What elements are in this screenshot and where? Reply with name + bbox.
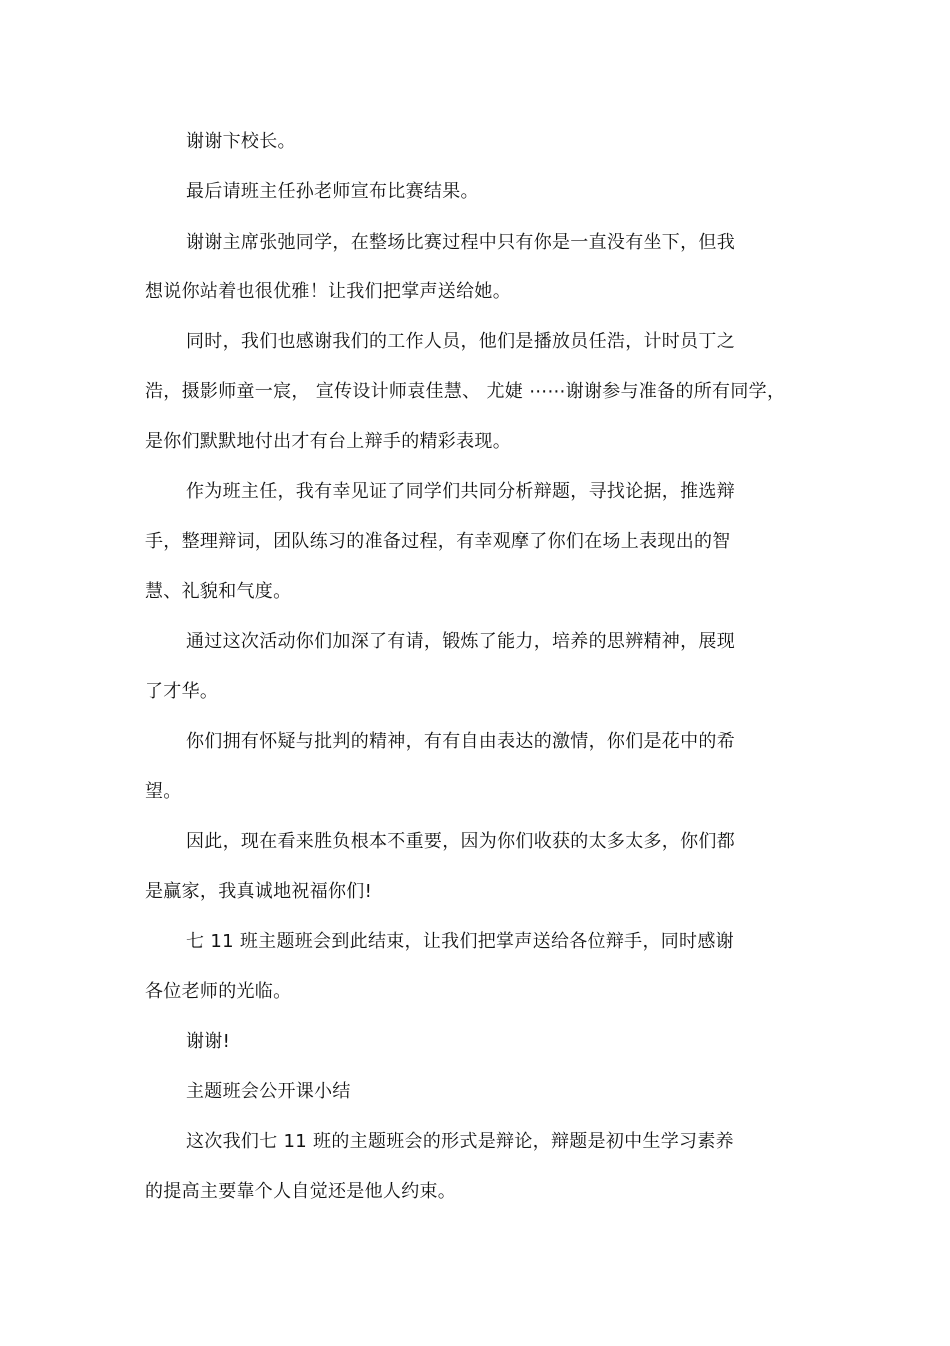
text-line: 谢谢卞校长。 (186, 131, 296, 152)
text-line: 的提高主要靠个人自觉还是他人约束。 (145, 1181, 457, 1202)
text-line: 同时，我们也感谢我们的工作人员，他们是播放员任浩，计时员丁之 (186, 331, 735, 352)
text-line: 望。 (145, 781, 182, 802)
text-line: 通过这次活动你们加深了有请，锻炼了能力，培养的思辨精神，展现 (186, 631, 735, 652)
text-line: 了才华。 (145, 681, 219, 702)
text-line: 谢谢主席张弛同学，在整场比赛过程中只有你是一直没有坐下，但我 (186, 232, 735, 253)
text-line: 七 11 班主题班会到此结束，让我们把掌声送给各位辩手，同时感谢 (186, 931, 734, 952)
text-line: 是你们默默地付出才有台上辩手的精彩表现。 (145, 431, 511, 452)
text-line: 作为班主任，我有幸见证了同学们共同分析辩题，寻找论据，推选辩 (186, 481, 735, 502)
text-line: 是赢家，我真诚地祝福你们! (145, 881, 373, 902)
text-line: 手，整理辩词，团队练习的准备过程，有幸观摩了你们在场上表现出的智 (145, 531, 731, 552)
text-line: 谢谢! (186, 1031, 231, 1052)
section-heading: 主题班会公开课小结 (186, 1081, 351, 1102)
text-line: 最后请班主任孙老师宣布比赛结果。 (186, 181, 479, 202)
text-line: 想说你站着也很优雅！让我们把掌声送给她。 (145, 281, 511, 302)
text-line: 你们拥有怀疑与批判的精神，有有自由表达的激情，你们是花中的希 (186, 731, 735, 752)
text-line: 慧、礼貌和气度。 (145, 581, 292, 602)
text-line: 浩，摄影师童一宸， 宣传设计师袁佳慧、 尤婕 ⋯⋯谢谢参与准备的所有同学， (145, 381, 786, 402)
text-line: 这次我们七 11 班的主题班会的形式是辩论，辩题是初中生学习素养 (186, 1131, 734, 1152)
text-line: 各位老师的光临。 (145, 981, 292, 1002)
text-line: 因此，现在看来胜负根本不重要，因为你们收获的太多太多，你们都 (186, 831, 735, 852)
